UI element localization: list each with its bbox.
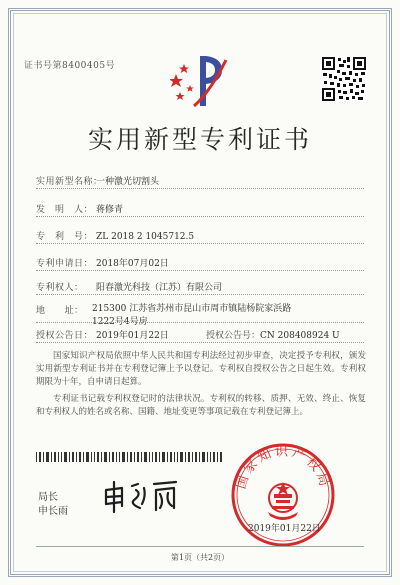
- divider: [36, 188, 364, 189]
- grant-date-value: 2019年01月22日: [96, 331, 169, 341]
- grant-date-label: 授权公告日：: [36, 331, 94, 341]
- director-name: 申长雨: [38, 506, 68, 517]
- barcode-strip-icon: [36, 452, 222, 462]
- patentee-value: 阳春激光科技（江苏）有限公司: [96, 283, 223, 293]
- filing-date-value: 2018年07月02日: [96, 259, 169, 269]
- grant-number-value: CN 208408924 U: [260, 331, 340, 341]
- inventor-row: [36, 202, 123, 215]
- utility-name-value: 一种激光切割头: [96, 177, 160, 187]
- director-title: 局长: [38, 492, 58, 503]
- svg-text:国家知识产权局: 国家知识产权局: [233, 444, 333, 491]
- patentee-label: 专利权人：: [36, 283, 84, 293]
- statement-paragraph-2: 专利证书记载专利权登记时的法律状况。专利权的转移、质押、无效、终止、恢复和专利权人的姓名或名称、国籍、地址变更等事项记载在专利登记簿上。: [36, 394, 366, 417]
- qr-code-icon: [321, 56, 367, 102]
- divider: [36, 270, 364, 271]
- filing-date-row: [36, 256, 169, 269]
- utility-name-row: [36, 174, 159, 187]
- patent-number-value: ZL 2018 2 1045712.5: [96, 232, 195, 242]
- filing-date-label: 专利申请日：: [36, 259, 94, 269]
- address-label: 地 址：: [36, 306, 84, 316]
- handwritten-signature-icon: [102, 478, 182, 514]
- inventor-label: 发 明 人：: [36, 205, 94, 215]
- address-value: 215300 江苏省苏州市昆山市周市镇陆杨院家浜路1222号4号房: [92, 304, 292, 327]
- patent-number-label: 专 利 号：: [36, 232, 94, 242]
- divider: [36, 243, 364, 244]
- page-title: 实用新型专利证书: [87, 125, 312, 154]
- divider: [36, 216, 364, 217]
- seal-date: 2019年01月22日: [248, 524, 321, 534]
- divider: [36, 294, 364, 295]
- cnipa-logo-icon: [170, 52, 230, 110]
- certificate-number: 证书号第8400405号: [24, 61, 116, 71]
- inventor-value: 蒋修青: [96, 205, 124, 215]
- grant-number-row: [206, 328, 340, 341]
- utility-name-label: 实用新型名称：: [36, 177, 103, 187]
- statement-paragraph-1: 国家知识产权局依照中华人民共和国专利法经过初步审查，决定授予专利权，颁发实用新型专利证书并在专利登记簿上予以登记。专利权自授权公告之日起生效。专利权期限为十年，自申请日起算。: [36, 351, 366, 387]
- divider: [36, 342, 364, 343]
- grant-number-label: 授权公告号：: [206, 331, 261, 341]
- divider: [36, 322, 364, 323]
- grant-date-row: [36, 328, 169, 341]
- address-row: [36, 303, 96, 316]
- patentee-row: [36, 280, 222, 293]
- page-indicator: 第1页（共2页）: [170, 553, 230, 562]
- footer-divider: [36, 546, 364, 547]
- patent-number-row: [36, 229, 194, 242]
